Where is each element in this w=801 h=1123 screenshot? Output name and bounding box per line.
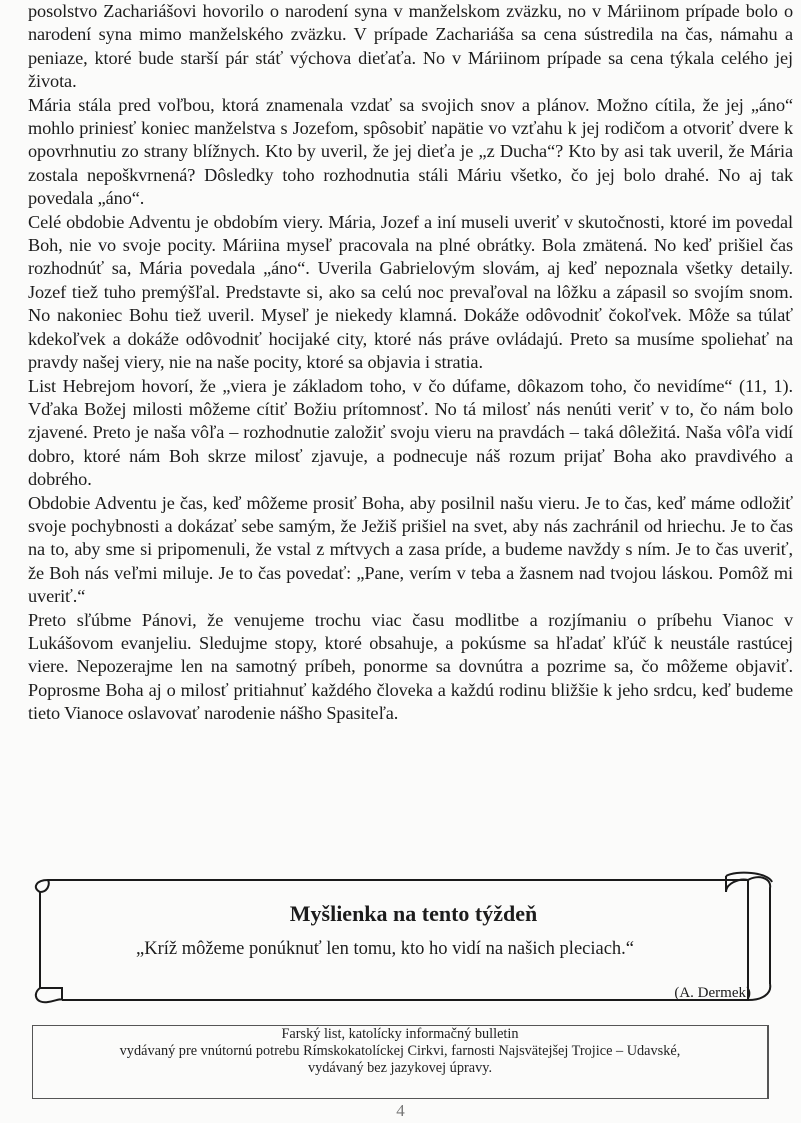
page-number: 4 [396, 1101, 405, 1120]
thought-author: (A. Dermek) [674, 985, 751, 1001]
paragraph: Obdobie Adventu je čas, keď môžeme prosiť Boha, aby posilnil našu vieru. Je to čas, keď máme odložiť svoje pochybnosti a dokázať sebe samým, že Ježiš prišiel na svet, aby nás zachránil od hriechu. Je to čas na to, aby sme si pripomenuli, že vstal z mŕtvych a zasa príde, a budeme navždy s ním. Je to čas uveriť, že Boh nás veľmi miluje. Je to čas povedať: „Pane, verím v teba a žasnem nad tvojou láskou. Pomôž mi uveriť.“ [28, 492, 793, 607]
paragraph: Mária stála pred voľbou, ktorá znamenala vzdať sa svojich snov a plánov. Možno cítila, že jej „áno“ mohlo priniesť koniec manželstva s Jozefom, spôsobiť napätie vo vzťahu k jej rodičom a otvoriť dvere k opovrhnutiu zo strany blížnych. Kto by uveril, že jej dieťa je „z Ducha“? Kto by asi tak uveril, že Mária zostala nepoškvrnená? Dôsledky toho rozhodnutia stáli Máriu všetko, čo jej bolo drahé. No aj tak povedala „áno“. [28, 94, 793, 209]
thought-quote: „Kríž môžeme ponúknuť len tomu, kto ho vidí na našich pleciach.“ [136, 939, 635, 959]
article-body [28, 0, 793, 726]
footer-line: Farský list, katolícky informačný bulletin [281, 1026, 519, 1042]
paragraph: posolstvo Zachariášovi hovorilo o narodení syna v manželskom zväzku, no v Máriinom prípade bolo o narodení syna mimo manželského zväzku. V prípade Zachariáša sa cena sústredila na čas, námahu a peniaze, ktoré bude starší pár stáť výchova dieťaťa. No v Máriinom prípade sa cena týkala celého jej života. [28, 1, 793, 92]
paragraph: Celé obdobie Adventu je obdobím viery. Mária, Jozef a iní museli uveriť v skutočnosti, ktoré im povedal Boh, nie vo svoje pocity. Máriina myseľ pracovala na plné obrátky. Bola zmätená. No keď prišiel čas rozhodnúť sa, Mária povedala „áno“. Uverila Gabrielovým slovám, aj keď nepoznala všetky detaily. Jozef tiež tuho premýšľal. Predstavte si, ako sa celú noc prevaľoval na lôžku a zápasil so svojím snom. No nakoniec Bohu tiež uveril. Myseľ je niekedy klamná. Dokáže odôvodniť čokoľvek. Môže sa túlať kdekoľvek a dokáže odôvodniť hocijaké city, ktoré nás práve ovládajú. Preto sa musíme spoliehať na pravdy našej viery, nie na naše pocity, ktoré sa objavia i stratia. [28, 211, 793, 373]
paragraph: List Hebrejom hovorí, že „viera je základom toho, v čo dúfame, dôkazom toho, čo nevidíme“ (11, 1). Vďaka Božej milosti môžeme cítiť Božiu prítomnosť. No tá milosť nás nenúti veriť v to, čo nám bolo zjavené. Preto je naša vôľa – rozhodnutie založiť svoju vieru na pravdách – taká dôležitá. Naša vôľa vidí dobro, ktoré nám Boh skrze milosť zjavuje, a podnecuje náš rozum prijať Boha ako pravdivého a dobrého. [28, 375, 793, 490]
paragraph: Preto sľúbme Pánovi, že venujeme trochu viac času modlitbe a rozjímaniu o príbehu Vianoc v Lukášovom evanjeliu. Sledujme stopy, ktoré obsahuje, a pokúsme sa hľadať kľúč k neustále rastúcej viere. Nepozerajme len na samotný príbeh, ponorme sa dovnútra a pozrime sa, čo môžeme objaviť. Poprosme Boha aj o milosť pritiahnuť každého človeka a každú rodinu bližšie k jeho srdcu, keď budeme tieto Vianoce oslavovať narodenie nášho Spasiteľa. [28, 609, 793, 724]
thought-scroll-banner [26, 868, 781, 1010]
footer-line: vydávaný bez jazykovej úpravy. [307, 1060, 493, 1076]
footer-line: vydávaný pre vnútornú potrebu Rímskokatolíckej Cirkvi, farnosti Najsvätejšej Trojice – Udavské, [119, 1043, 681, 1059]
thought-title: Myšlienka na tento týždeň [289, 901, 538, 926]
publication-info-box [32, 1025, 769, 1099]
